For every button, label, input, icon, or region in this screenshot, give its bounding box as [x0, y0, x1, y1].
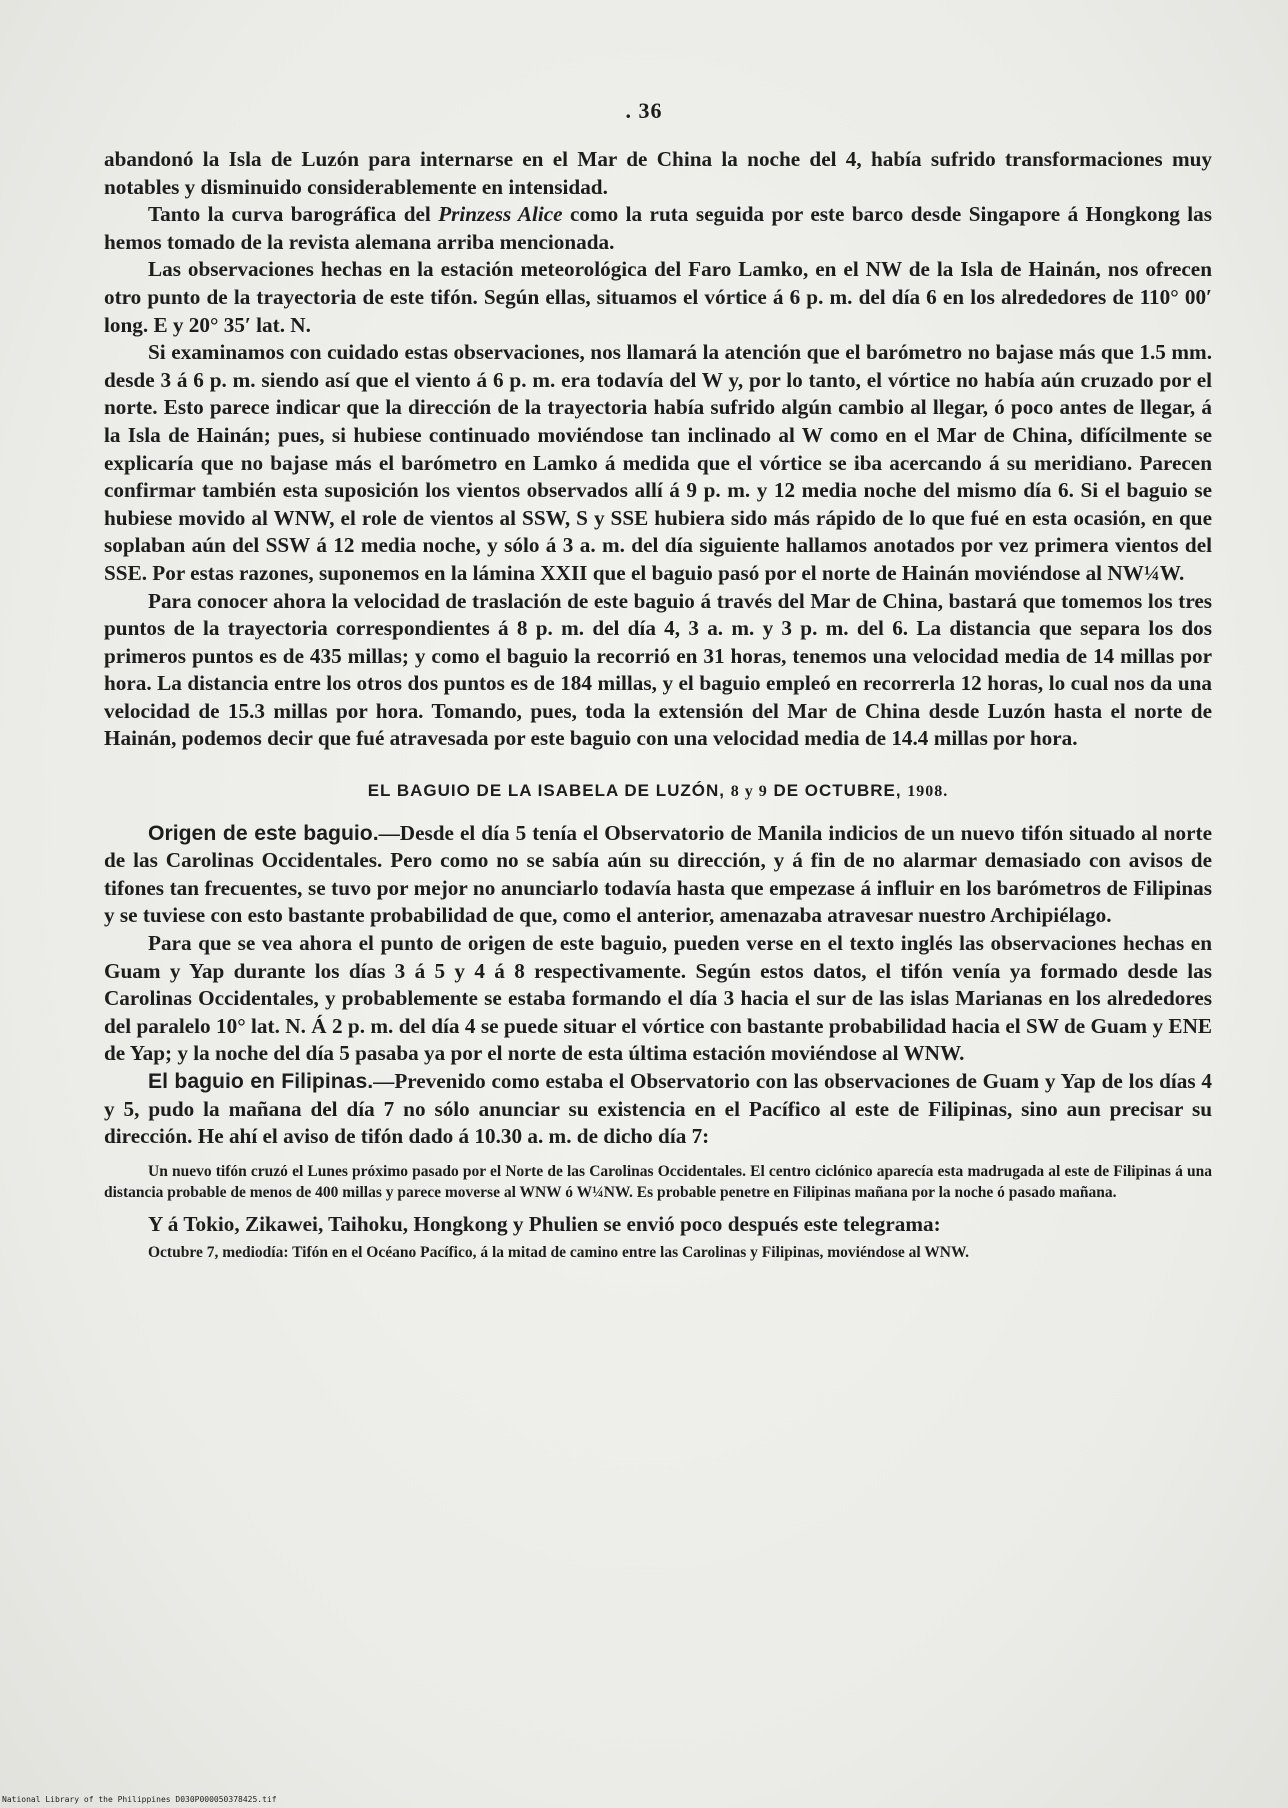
- heading-main: EL BAGUIO DE LA ISABELA DE LUZÓN,: [367, 781, 725, 801]
- paragraph-text: como la ruta seguida por este barco desde Singapore á Hongkong las hemos tomado de la revista alemana arriba mencionada.: [104, 202, 1212, 254]
- paragraph-origen: [104, 820, 1212, 930]
- paragraph-barometer: Si examinamos con cuidado estas observaciones, nos llamará la atención que el barómetro no bajase más que 1.5 mm. desde 3 á 6 p. m. siendo así que el viento á 6 p. m. era todavía del W y, por lo tanto, el vórtice no había aún cruzado por el norte. Esto parece indicar que la dirección de la trayectoria había sufrido algún cambio al llegar, ó poco antes de llegar, á la Isla de Hainán; pues, si hubiese continuado moviéndose tan inclinado al W como en el Mar de China, difícilmente se explicaría que no bajase más el barómetro en Lamko á medida que el vórtice se iba acercando á su meridiano. Parecen confirmar también esta suposición los vientos observados allí á 9 p. m. y 12 media noche del mismo día 6. Si el baguio se hubiese movido al WNW, el role de vientos al SSW, S y SSE hubiera sido más rápido de lo que fué en esta ocasión, en que soplaban aún del SSW á 12 media noche, y sólo á 3 a. m. del día siguiente hallamos anotados por vez primera vientos del SSE. Por estas razones, suponemos en la lámina XXII que el baguio pasó por el norte de Hainán moviéndose al NW¼W.: [104, 340, 1212, 585]
- paragraph-continuation: abandonó la Isla de Luzón para internarse en el Mar de China la noche del 4, había sufrido transformaciones muy notables y disminuido considerablemente en intensidad.: [104, 147, 1212, 199]
- paragraph-text: —Desde el día 5 tenía el Observatorio de Manila indicios de un nuevo tifón situado al norte de las Carolinas Occidentales. Pero como no se sabía aún su dirección, y á fin de no alarmar demasiado con avisos de tifones tan frecuentes, se tuvo por mejor no anunciarlo todavía hasta que empezase á influir en los barómetros de Filipinas y se tuviese con esto bastante probabilidad de que, como el anterior, amenazaba atravesar nuestro Archipiélago.: [104, 820, 1212, 928]
- paragraph-filipinas: [104, 1068, 1212, 1151]
- paragraph-lamko: Las observaciones hechas en la estación meteorológica del Faro Lamko, en el NW de la Isla de Hainán, nos ofrecen otro punto de la trayectoria de este tifón. Según ellas, situamos el vórtice á 6 p. m. del día 6 en los alrededores de 110° 00′ long. E y 20° 35′ lat. N.: [104, 257, 1212, 337]
- paragraph-text: Tanto la curva barográfica del: [148, 202, 439, 227]
- ship-name: Prinzess Alice: [438, 202, 563, 227]
- page-number: . 36: [625, 98, 663, 123]
- lead-origen: Origen de este baguio.: [148, 821, 379, 845]
- typhoon-notice: Un nuevo tifón cruzó el Lunes próximo pasado por el Norte de las Carolinas Occidentales. El centro ciclónico aparecía esta madrugada al este de Filipinas á una distancia probable de menos de 400 millas y parece moverse al WNW ó W¼NW. Es probable penetre en Filipinas mañana por la noche ó pasado mañana.: [104, 1162, 1212, 1201]
- paragraph-barograph: [104, 201, 1212, 256]
- section-heading: [104, 777, 1212, 806]
- paragraph-velocity: Para conocer ahora la velocidad de traslación de este baguio á través del Mar de China, bastará que tomemos los tres puntos de la trayectoria correspondientes á 8 p. m. del día 4, 3 a. m. y 3 p. m. del 6. La distancia que separa los dos primeros puntos es de 435 millas; y como el baguio la recorrió en 31 horas, tenemos una velocidad media de 14 millas por hora. La distancia entre los otros dos puntos es de 184 millas, y el baguio empleó en recorrerla 12 horas, lo cual nos da una velocidad de 15.3 millas por hora. Tomando, pues, toda la extensión del Mar de China desde Luzón hasta el norte de Hainán, podemos decir que fué atravesada por este baguio con una velocidad media de 14.4 millas por hora.: [104, 588, 1212, 751]
- paragraph-text: —Prevenido como estaba el Observatorio con las observaciones de Guam y Yap de los días 4 y 5, pudo la mañana del día 7 no sólo anunciar su existencia en el Pacífico al este de Filipinas, sino aun precisar su dirección. He ahí el aviso de tifón dado á 10.30 a. m. de dicho día 7:: [104, 1069, 1212, 1149]
- lead-filipinas: El baguio en Filipinas.: [148, 1070, 374, 1093]
- telegram-intro: Y á Tokio, Zikawei, Taihoku, Hongkong y Phulien se envió poco después este telegrama:: [148, 1211, 941, 1236]
- page-body: [104, 146, 1212, 1263]
- heading-dates: 8 y 9: [730, 783, 768, 801]
- scan-footer: National Library of the Philippines D030P000050378425.tif: [2, 1795, 277, 1804]
- heading-year: 1908.: [907, 783, 949, 801]
- heading-tail: DE OCTUBRE,: [773, 781, 902, 801]
- paragraph-guam-yap: Para que se vea ahora el punto de origen de este baguio, pueden verse en el texto inglés las observaciones hechas en Guam y Yap durante los días 3 á 5 y 4 á 8 respectivamente. Según estos datos, el tifón venía ya formado desde las Carolinas Occidentales, y probablemente se estaba formando el día 3 hacia el sur de las islas Marianas en los alrededores del paralelo 10° lat. N. Á 2 p. m. del día 4 se puede situar el vórtice con bastante probabilidad hacia el SW de Guam y ENE de Yap; y la noche del día 5 pasaba ya por el norte de esta última estación moviéndose al WNW.: [104, 931, 1212, 1066]
- telegram-text: Octubre 7, mediodía: Tifón en el Océano Pacífico, á la mitad de camino entre las Carolinas y Filipinas, moviéndose al WNW.: [148, 1244, 969, 1262]
